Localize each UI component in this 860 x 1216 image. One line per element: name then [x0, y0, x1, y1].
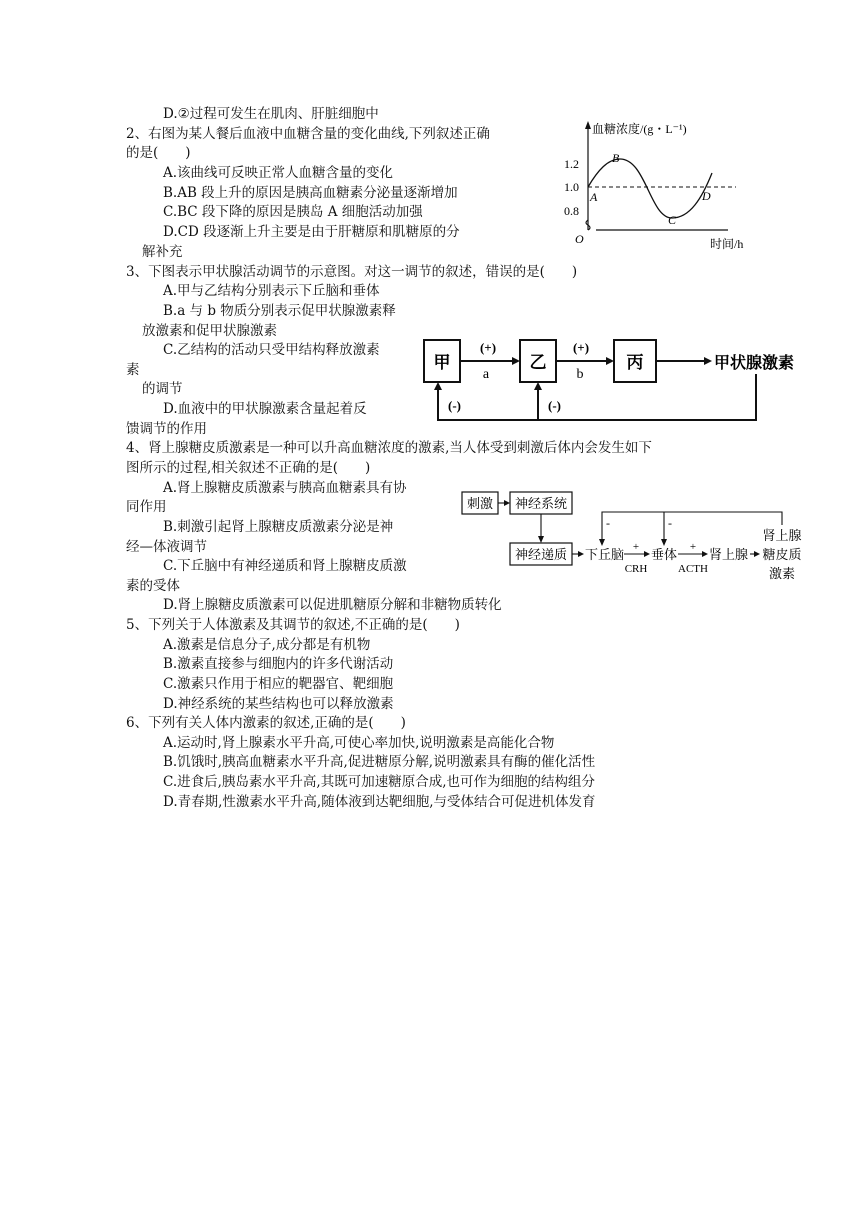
hormone-label-3: 激素 [768, 566, 796, 581]
q6-option-d: D.青春期,性激素水平升高,随体液到达靶细胞,与受体结合可促进机体发育 [163, 794, 596, 810]
q4-stem-cont: 图所示的过程,相关叙述不正确的是( ) [126, 460, 371, 476]
feedback-arrowhead-pituitary [661, 539, 667, 546]
arrowhead-crh [644, 551, 650, 557]
q6-stem: 6、下列有关人体内激素的叙述,正确的是( ) [126, 715, 406, 731]
arrowhead-acth [702, 551, 708, 557]
pituitary-label: 垂体 [651, 547, 678, 562]
feedback-arrowhead-yi [534, 382, 542, 390]
q3-option-c-cont: 素 [126, 362, 140, 378]
q6-option-a: A.运动时,肾上腺素水平升高,可使心率加快,说明激素是高能化合物 [163, 735, 555, 751]
q5-option-a: A.激素是信息分子,成分都是有机物 [163, 637, 371, 653]
arrowhead-bing-thyroxine [704, 357, 712, 365]
thyroid-diagram [418, 330, 798, 430]
q4-option-c: C.下丘脑中有神经递质和肾上腺糖皮质激 [163, 558, 407, 574]
q2-option-b: B.AB 段上升的原因是胰高血糖素分泌量逐渐增加 [163, 185, 458, 201]
q4-option-a-cont: 同作用 [126, 499, 167, 515]
q3-option-c-cont2: 的调节 [142, 381, 183, 397]
label-a: a [482, 367, 490, 382]
crh-label: CRH [624, 563, 648, 575]
q2-option-c: C.BC 段下降的原因是胰岛 A 细胞活动加强 [163, 204, 423, 220]
hypothalamus-label: 下丘脑 [585, 547, 625, 562]
y-tick-0-8: 0.8 [564, 204, 579, 218]
minus-jia: (-) [448, 398, 461, 413]
q3-stem: 3、下图表示甲状腺活动调节的示意图。对这一调节的叙述，错误的是( ) [126, 264, 578, 280]
q4-option-a: A.肾上腺糖皮质激素与胰高血糖素具有协 [163, 480, 407, 496]
y-tick-1-2: 1.2 [564, 157, 579, 171]
q3-option-a: A.甲与乙结构分别表示下丘脑和垂体 [163, 283, 380, 299]
q4-option-b-cont: 经—体液调节 [126, 539, 207, 555]
q2-stem: 2、右图为某人餐后血液中血糖含量的变化曲线,下列叙述正确 [126, 126, 490, 142]
q2-stem-cont: 的是( ) [126, 145, 191, 161]
q5-option-b: B.激素直接参与细胞内的许多代谢活动 [163, 656, 394, 672]
hormone-label-2: 糖皮质 [762, 547, 802, 562]
stimulus-label: 刺激 [466, 496, 494, 511]
plus-a: (+) [479, 340, 497, 355]
point-a-label: A [590, 190, 598, 204]
point-b-label: B [612, 151, 620, 165]
q3-option-b: B.a 与 b 物质分别表示促甲状腺激素释 [163, 303, 396, 319]
origin-label: O [575, 232, 584, 246]
arrowhead-adrenal-hormone [754, 551, 760, 557]
q3-option-d: D.血液中的甲状腺激素含量起着反 [163, 401, 367, 417]
blood-sugar-graph [560, 118, 760, 254]
thyroxine-label: 甲状腺激素 [714, 355, 795, 372]
q2-option-d: D.CD 段逐渐上升主要是由于肝糖原和肌糖原的分 [163, 224, 460, 240]
plus-crh: + [632, 541, 640, 553]
adrenal-diagram [460, 488, 812, 590]
q5-stem: 5、下列关于人体激素及其调节的叙述,不正确的是( ) [126, 617, 460, 633]
q2-option-a: A.该曲线可反映正常人血糖含量的变化 [163, 165, 394, 181]
arrowhead-transmitter-hypothalamus [578, 551, 584, 557]
q6-option-c: C.进食后,胰岛素水平升高,其既可加速糖原合成,也可作为细胞的结构组分 [163, 774, 596, 790]
arrowhead-stimulus-nervous [504, 500, 510, 506]
y-axis-label: 血糖浓度/(g・L⁻¹) [592, 122, 687, 136]
arrowhead-yi-bing [606, 357, 614, 365]
minus-hypothalamus: - [606, 516, 610, 530]
feedback-line [602, 512, 782, 544]
q3-option-c: C.乙结构的活动只受甲结构释放激素 [163, 342, 380, 358]
arrowhead-nervous-transmitter [538, 536, 544, 543]
q5-option-c: C.激素只作用于相应的靶器官、靶细胞 [163, 676, 394, 692]
q1-option-d: D.②过程可发生在肌肉、肝脏细胞中 [163, 106, 379, 122]
q4-option-b: B.刺激引起肾上腺糖皮质激素分泌是神 [163, 519, 394, 535]
box-bing-label: 丙 [626, 353, 644, 372]
y-tick-1-0: 1.0 [564, 180, 579, 194]
label-b: b [576, 367, 584, 382]
minus-yi: (-) [548, 398, 561, 413]
point-d-label: D [702, 189, 711, 203]
arrowhead-jia-yi [512, 357, 520, 365]
x-axis-label: 时间/h [710, 237, 744, 251]
feedback-arrowhead-hypothalamus [599, 539, 605, 546]
plus-acth: + [689, 541, 697, 553]
q2-option-d-cont: 解补充 [142, 244, 183, 260]
plus-b: (+) [572, 340, 590, 355]
hormone-label-1: 肾上腺 [762, 528, 802, 543]
box-yi-label: 乙 [529, 353, 547, 372]
nervous-system-label: 神经系统 [514, 496, 568, 511]
q5-option-d: D.神经系统的某些结构也可以释放激素 [163, 696, 394, 712]
acth-label: ACTH [678, 563, 708, 575]
minus-pituitary: - [668, 516, 672, 530]
adrenal-label: 肾上腺 [709, 547, 749, 562]
y-axis-arrow [585, 121, 591, 129]
feedback-arrowhead-jia [434, 382, 442, 390]
transmitter-label: 神经递质 [514, 547, 568, 562]
q4-option-d: D.肾上腺糖皮质激素可以促进肌糖原分解和非糖物质转化 [163, 597, 502, 613]
q3-option-b-cont: 放激素和促甲状腺激素 [142, 323, 277, 339]
q4-option-c-cont: 素的受体 [126, 578, 180, 594]
glucose-curve [588, 159, 712, 218]
box-jia-label: 甲 [433, 353, 451, 372]
point-c-label: C [668, 213, 677, 227]
q4-stem: 4、肾上腺糖皮质激素是一种可以升高血糖浓度的激素,当人体受到刺激后体内会发生如下 [126, 440, 652, 456]
q6-option-b: B.饥饿时,胰高血糖素水平升高,促进糖原分解,说明激素具有酶的催化活性 [163, 754, 596, 770]
q3-option-d-cont: 馈调节的作用 [126, 421, 207, 437]
